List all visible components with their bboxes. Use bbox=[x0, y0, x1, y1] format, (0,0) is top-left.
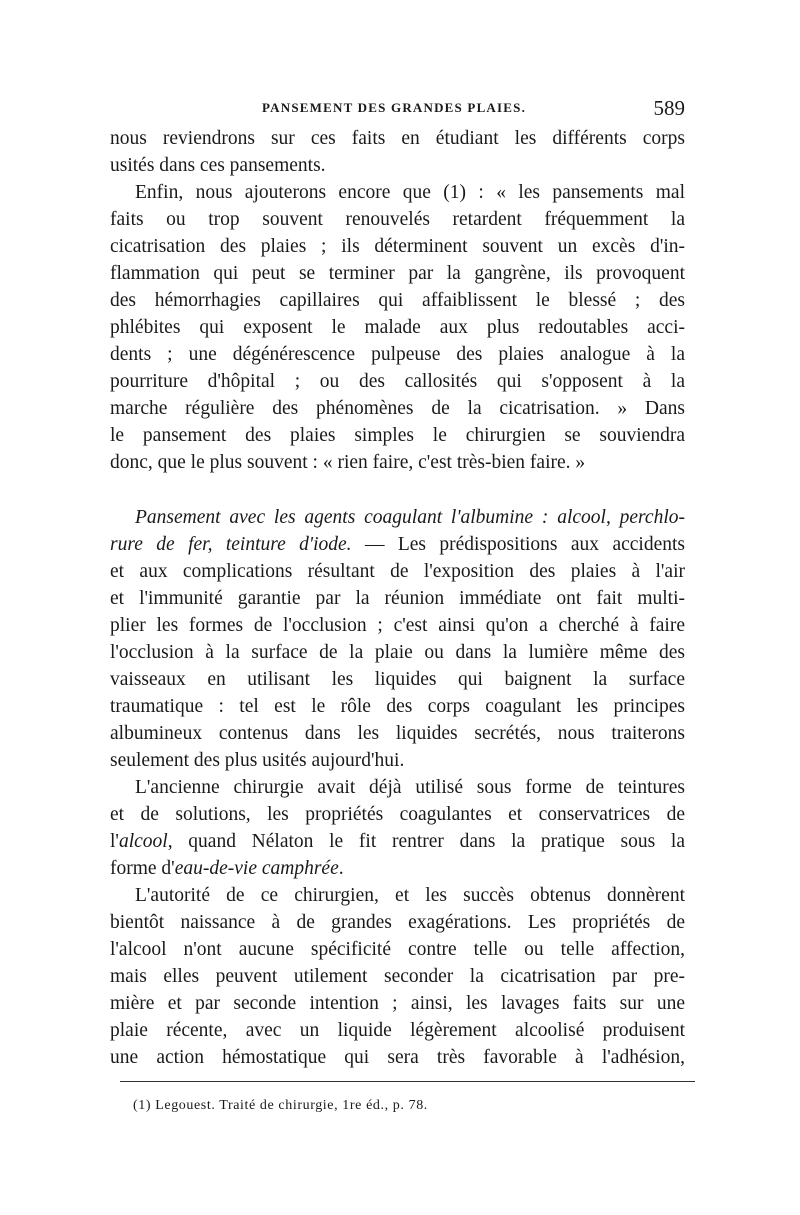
italic-term: eau-de-vie camphrée bbox=[174, 858, 339, 879]
text-line: mière et par seconde intention ; ainsi, les lavages faits sur une bbox=[110, 993, 685, 1014]
text-line: et de solutions, les propriétés coagulantes et conservatrices de bbox=[110, 804, 685, 825]
text-line: usités dans ces pansements. bbox=[110, 155, 326, 176]
footnote-rule bbox=[120, 1081, 695, 1082]
text-line: L'ancienne chirurgie avait déjà utilisé sous forme de teintures bbox=[135, 777, 685, 798]
text-span: forme d' bbox=[110, 858, 175, 879]
text-line: bientôt naissance à de grandes exagérations. Les propriétés de bbox=[110, 912, 685, 933]
text-line: L'autorité de ce chirurgien, et les succès obtenus donnèrent bbox=[135, 885, 685, 906]
text-line: seulement des plus usités aujourd'hui. bbox=[110, 750, 405, 771]
text-line: plier les formes de l'occlusion ; c'est ainsi qu'on a cherché à faire bbox=[110, 615, 685, 636]
text-span: , quand Nélaton le fit rentrer dans la pratique sous la bbox=[167, 831, 685, 852]
text-line: marche régulière des phénomènes de la cicatrisation. » Dans bbox=[110, 398, 685, 419]
text-line: le pansement des plaies simples le chirurgien se souviendra bbox=[110, 425, 685, 446]
section-heading-line: Pansement avec les agents coagulant l'albumine : alcool, perchlo- bbox=[135, 507, 685, 528]
page-number: 589 bbox=[653, 96, 685, 120]
text-line: plaie récente, avec un liquide légèrement alcoolisé produisent bbox=[110, 1020, 685, 1041]
text-line: phlébites qui exposent le malade aux plus redoutables acci- bbox=[110, 317, 685, 338]
text-line: des hémorrhagies capillaires qui affaiblissent le blessé ; des bbox=[110, 290, 685, 311]
text-span: . bbox=[338, 858, 344, 879]
text-line bbox=[110, 531, 685, 558]
text-line bbox=[110, 855, 685, 882]
text-line: l'occlusion à la surface de la plaie ou dans la lumière même des bbox=[110, 642, 685, 663]
italic-term: alcool bbox=[118, 831, 168, 852]
running-head bbox=[110, 96, 685, 120]
footnote: (1) Legouest. Traité de chirurgie, 1re éd., p. 78. bbox=[133, 1098, 428, 1113]
body-text bbox=[110, 125, 685, 1071]
text-span: l' bbox=[110, 831, 119, 852]
text-line: une action hémostatique qui sera très favorable à l'adhésion, bbox=[110, 1047, 685, 1068]
text-line: dents ; une dégénérescence pulpeuse des plaies analogue à la bbox=[110, 344, 685, 365]
text-line: vaisseaux en utilisant les liquides qui baignent la surface bbox=[110, 669, 685, 690]
text-line: cicatrisation des plaies ; ils déterminent souvent un excès d'in- bbox=[110, 236, 685, 257]
running-title: PANSEMENT DES GRANDES PLAIES. bbox=[262, 100, 527, 115]
text-line: nous reviendrons sur ces faits en étudiant les différents corps bbox=[110, 128, 685, 149]
text-line: et aux complications résultant de l'exposition des plaies à l'air bbox=[110, 561, 685, 582]
text-line: albumineux contenus dans les liquides secrétés, nous traiterons bbox=[110, 723, 685, 744]
text-line: traumatique : tel est le rôle des corps coagulant les principes bbox=[110, 696, 685, 717]
text-line: pourriture d'hôpital ; ou des callosités qui s'opposent à la bbox=[110, 371, 685, 392]
text-line: mais elles peuvent utilement seconder la cicatrisation par pre- bbox=[110, 966, 685, 987]
text-line bbox=[110, 828, 685, 855]
text-line: flammation qui peut se terminer par la gangrène, ils provoquent bbox=[110, 263, 685, 284]
text-line: donc, que le plus souvent : « rien faire, c'est très-bien faire. » bbox=[110, 452, 586, 473]
text-line: et l'immunité garantie par la réunion immédiate ont fait multi- bbox=[110, 588, 685, 609]
section-gap bbox=[110, 476, 685, 504]
section-heading-title: rure de fer, teinture d'iode. bbox=[110, 534, 352, 555]
text-line: Enfin, nous ajouterons encore que (1) : « les pansements mal bbox=[135, 182, 685, 203]
text-line: l'alcool n'ont aucune spécificité contre telle ou telle affection, bbox=[110, 939, 685, 960]
text-span: — Les prédispositions aux accidents bbox=[351, 534, 685, 555]
text-line: faits ou trop souvent renouvelés retardent fréquemment la bbox=[110, 209, 685, 230]
